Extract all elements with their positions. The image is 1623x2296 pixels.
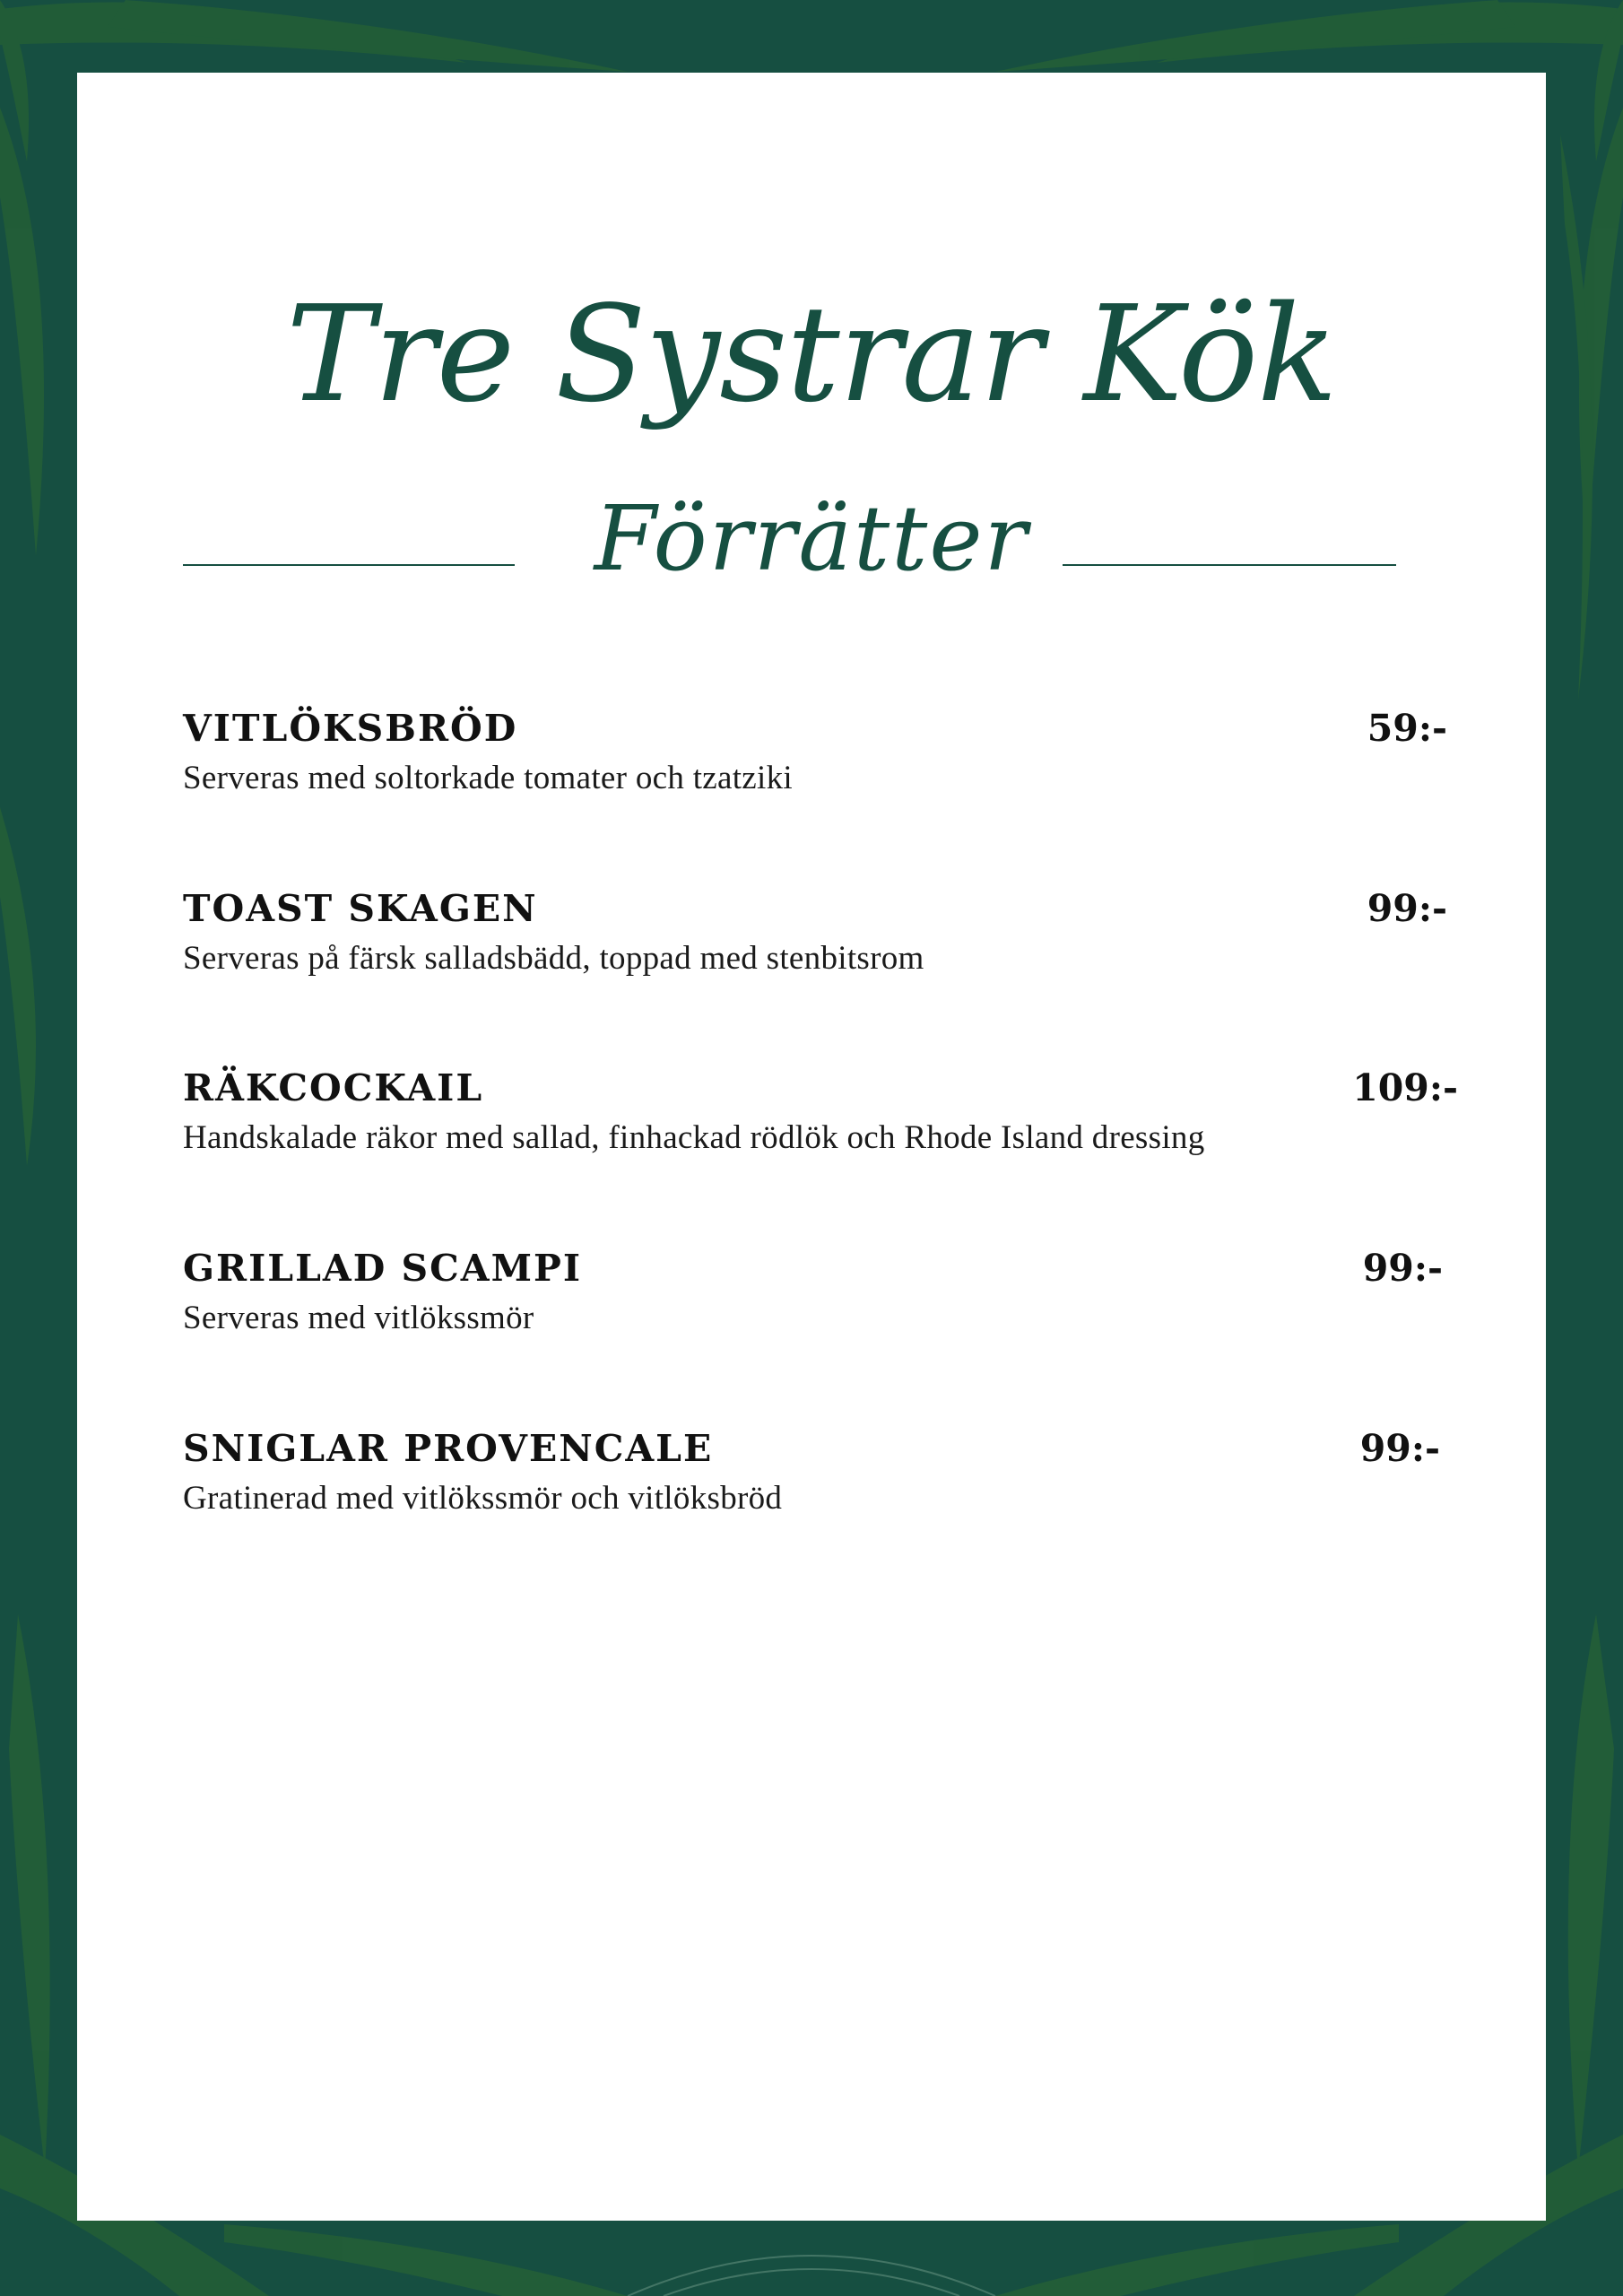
item-name: TOAST SKAGEN xyxy=(183,887,538,930)
menu-card xyxy=(77,73,1546,2221)
restaurant-name: Tre Systrar Kök xyxy=(286,277,1337,431)
item-description: Serveras med soltorkade tomater och tzatziki xyxy=(183,760,793,796)
item-description: Serveras på färsk salladsbädd, toppad med stenbitsrom xyxy=(183,940,924,977)
item-description: Handskalade räkor med sallad, finhackad rödlök och Rhode Island dressing xyxy=(183,1119,1205,1156)
item-name: VITLÖKSBRÖD xyxy=(183,707,518,750)
item-price: 99:- xyxy=(1367,887,1447,930)
divider-right xyxy=(1063,564,1396,566)
item-description: Gratinerad med vitlökssmör och vitlöksbröd xyxy=(183,1480,783,1517)
item-name: RÄKCOCKAIL xyxy=(183,1066,484,1109)
section-title: Förrätter xyxy=(594,486,1029,591)
item-description: Serveras med vitlökssmör xyxy=(183,1300,534,1336)
item-price: 99:- xyxy=(1359,1427,1440,1470)
item-price: 99:- xyxy=(1362,1247,1443,1290)
item-price: 109:- xyxy=(1352,1066,1458,1109)
item-price: 59:- xyxy=(1367,707,1447,750)
item-name: SNIGLAR PROVENCALE xyxy=(183,1427,714,1470)
item-name: GRILLAD SCAMPI xyxy=(183,1247,583,1290)
